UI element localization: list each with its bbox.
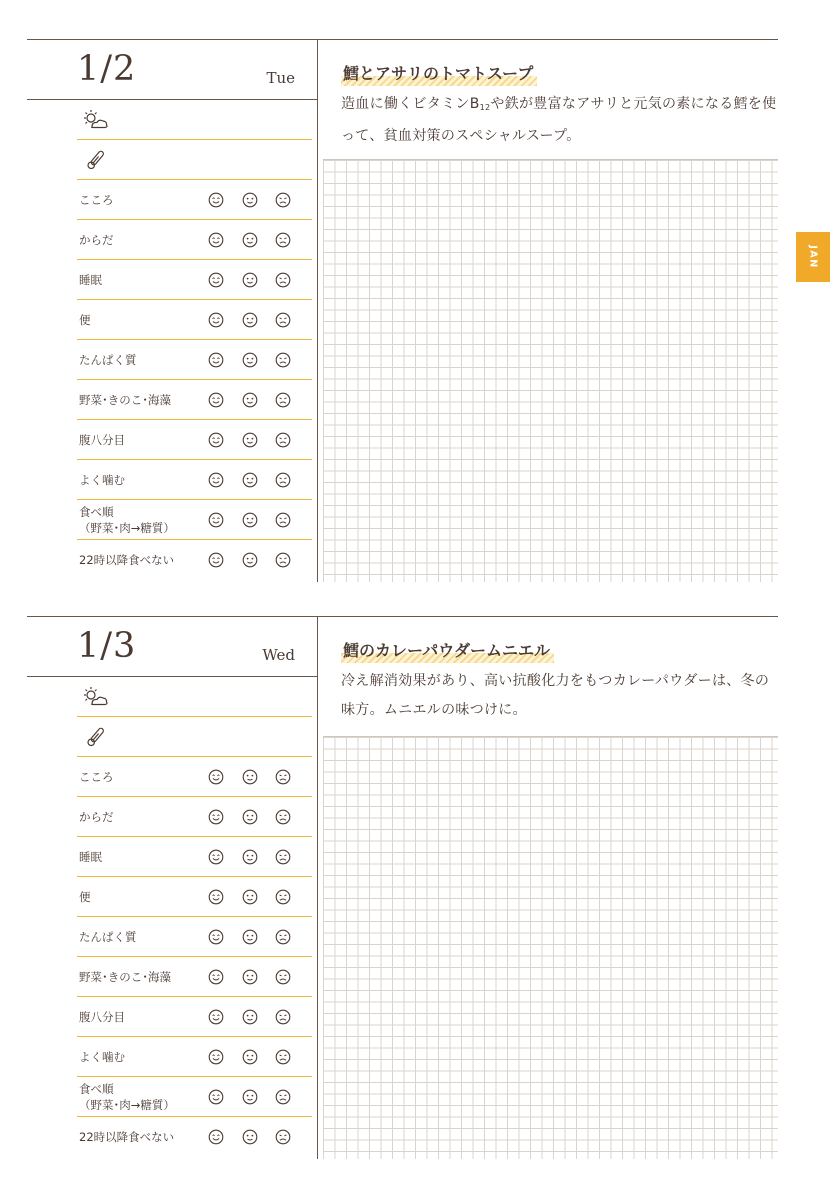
check-row-tanpaku: [77, 340, 312, 380]
sad-face-icon[interactable]: [275, 889, 291, 905]
day-entry-1: [27, 39, 778, 582]
recipe-title: 鱈のカレーパウダームニエル: [341, 636, 554, 663]
row-label: 野菜･きのこ･海藻: [79, 393, 171, 407]
sad-face-icon[interactable]: [275, 472, 291, 488]
sad-face-icon[interactable]: [275, 809, 291, 825]
sad-face-icon[interactable]: [275, 969, 291, 985]
neutral-face-icon[interactable]: [242, 552, 258, 568]
row-label: 睡眠: [79, 850, 102, 864]
happy-face-icon[interactable]: [208, 1049, 224, 1065]
checklist-column: [27, 39, 317, 582]
thermometer-icon: [81, 149, 109, 171]
sad-face-icon[interactable]: [275, 1089, 291, 1105]
row-label: 22時以降食べない: [79, 1130, 175, 1144]
temperature-row[interactable]: [77, 140, 312, 180]
neutral-face-icon[interactable]: [242, 192, 258, 208]
recipe-desc-text-cont: や鉄が豊富なアサリと元気の素になる鱈を使って、貧血対策のスペシャルスープ。: [341, 96, 777, 144]
recipe-column: [323, 616, 778, 1159]
row-label-line1: 食べ順: [79, 505, 114, 519]
row-label-line2: （野菜･肉→糖質）: [79, 1098, 175, 1112]
neutral-face-icon[interactable]: [242, 472, 258, 488]
neutral-face-icon[interactable]: [242, 889, 258, 905]
sad-face-icon[interactable]: [275, 432, 291, 448]
check-row-harahachibu: [77, 420, 312, 460]
sad-face-icon[interactable]: [275, 552, 291, 568]
recipe-description: [341, 90, 781, 151]
sad-face-icon[interactable]: [275, 769, 291, 785]
happy-face-icon[interactable]: [208, 809, 224, 825]
neutral-face-icon[interactable]: [242, 272, 258, 288]
neutral-face-icon[interactable]: [242, 769, 258, 785]
row-label: 野菜･きのこ･海藻: [79, 970, 171, 984]
check-row-tabenai: [77, 540, 312, 580]
happy-face-icon[interactable]: [208, 232, 224, 248]
recipe-desc-text: 造血に働くビタミンB: [341, 96, 480, 112]
sad-face-icon[interactable]: [275, 312, 291, 328]
neutral-face-icon[interactable]: [242, 312, 258, 328]
date-number: 1/3: [77, 626, 137, 666]
row-label: 睡眠: [79, 273, 102, 287]
sad-face-icon[interactable]: [275, 512, 291, 528]
check-row-kokoro: [77, 180, 312, 220]
row-label: たんぱく質: [79, 930, 137, 944]
happy-face-icon[interactable]: [208, 1129, 224, 1145]
happy-face-icon[interactable]: [208, 272, 224, 288]
sad-face-icon[interactable]: [275, 1049, 291, 1065]
row-label-line1: 食べ順: [79, 1082, 114, 1096]
row-label: からだ: [79, 233, 114, 247]
neutral-face-icon[interactable]: [242, 849, 258, 865]
happy-face-icon[interactable]: [208, 849, 224, 865]
check-row-kamu: [77, 1037, 312, 1077]
sad-face-icon[interactable]: [275, 272, 291, 288]
check-row-kamu: [77, 460, 312, 500]
sad-face-icon[interactable]: [275, 232, 291, 248]
checklist-column: [27, 616, 317, 1159]
column-divider: [317, 616, 318, 1159]
sad-face-icon[interactable]: [275, 849, 291, 865]
check-row-karada: [77, 220, 312, 260]
row-label: こころ: [79, 770, 114, 784]
happy-face-icon[interactable]: [208, 1009, 224, 1025]
happy-face-icon[interactable]: [208, 889, 224, 905]
weekday-label: Tue: [266, 69, 295, 87]
check-row-tabenai: [77, 1117, 312, 1157]
sad-face-icon[interactable]: [275, 392, 291, 408]
row-label: よく噛む: [79, 1050, 125, 1064]
check-row-yasai: [77, 380, 312, 420]
happy-face-icon[interactable]: [208, 552, 224, 568]
sad-face-icon[interactable]: [275, 1129, 291, 1145]
row-label: 便: [79, 313, 91, 327]
column-divider: [317, 39, 318, 582]
row-label: 腹八分目: [79, 433, 125, 447]
weather-sun-cloud-icon: [81, 109, 109, 131]
month-tab-label: JAN: [807, 245, 819, 269]
row-label: たんぱく質: [79, 353, 137, 367]
row-label: 腹八分目: [79, 1010, 125, 1024]
row-label: 22時以降食べない: [79, 553, 175, 567]
check-row-taberujun: [77, 1077, 312, 1117]
neutral-face-icon[interactable]: [242, 809, 258, 825]
neutral-face-icon[interactable]: [242, 352, 258, 368]
row-label: こころ: [79, 193, 114, 207]
recipe-title: 鱈とアサリのトマトスープ: [341, 59, 537, 86]
weekday-label: Wed: [262, 646, 295, 664]
row-label: [79, 1081, 175, 1113]
memo-grid[interactable]: [323, 159, 778, 582]
happy-face-icon[interactable]: [208, 432, 224, 448]
neutral-face-icon[interactable]: [242, 232, 258, 248]
date-number: 1/2: [77, 49, 137, 89]
happy-face-icon[interactable]: [208, 392, 224, 408]
neutral-face-icon[interactable]: [242, 392, 258, 408]
row-label: 便: [79, 890, 91, 904]
neutral-face-icon[interactable]: [242, 1049, 258, 1065]
sad-face-icon[interactable]: [275, 929, 291, 945]
happy-face-icon[interactable]: [208, 352, 224, 368]
row-label: からだ: [79, 810, 114, 824]
check-row-ben: [77, 300, 312, 340]
check-row-taberujun: [77, 500, 312, 540]
check-row-suimin: [77, 837, 312, 877]
neutral-face-icon[interactable]: [242, 512, 258, 528]
neutral-face-icon[interactable]: [242, 1089, 258, 1105]
happy-face-icon[interactable]: [208, 1089, 224, 1105]
check-row-tanpaku: [77, 917, 312, 957]
neutral-face-icon[interactable]: [242, 432, 258, 448]
check-row-suimin: [77, 260, 312, 300]
happy-face-icon[interactable]: [208, 769, 224, 785]
day-entry-2: [27, 616, 778, 1159]
check-row-harahachibu: [77, 997, 312, 1037]
happy-face-icon[interactable]: [208, 969, 224, 985]
sad-face-icon[interactable]: [275, 192, 291, 208]
neutral-face-icon[interactable]: [242, 969, 258, 985]
happy-face-icon[interactable]: [208, 312, 224, 328]
sad-face-icon[interactable]: [275, 1009, 291, 1025]
weather-row[interactable]: [77, 100, 312, 140]
month-tab[interactable]: [796, 232, 830, 282]
weather-row[interactable]: [77, 677, 312, 717]
thermometer-icon: [81, 726, 109, 748]
happy-face-icon[interactable]: [208, 512, 224, 528]
row-label-line2: （野菜･肉→糖質）: [79, 521, 175, 535]
recipe-desc-subscript: 12: [479, 103, 491, 112]
check-row-karada: [77, 797, 312, 837]
row-label: よく噛む: [79, 473, 125, 487]
neutral-face-icon[interactable]: [242, 1129, 258, 1145]
check-row-ben: [77, 877, 312, 917]
check-row-yasai: [77, 957, 312, 997]
check-row-kokoro: [77, 757, 312, 797]
neutral-face-icon[interactable]: [242, 1009, 258, 1025]
weather-sun-cloud-icon: [81, 686, 109, 708]
temperature-row[interactable]: [77, 717, 312, 757]
happy-face-icon[interactable]: [208, 472, 224, 488]
neutral-face-icon[interactable]: [242, 929, 258, 945]
memo-grid[interactable]: [323, 736, 778, 1159]
recipe-desc-text: 冷え解消効果があり、高い抗酸化力をもつカレーパウダーは、冬の味方。ムニエルの味つけに。: [341, 673, 770, 718]
sad-face-icon[interactable]: [275, 352, 291, 368]
recipe-description: [341, 667, 781, 728]
happy-face-icon[interactable]: [208, 192, 224, 208]
recipe-column: [323, 39, 778, 582]
happy-face-icon[interactable]: [208, 929, 224, 945]
row-label: [79, 504, 175, 536]
